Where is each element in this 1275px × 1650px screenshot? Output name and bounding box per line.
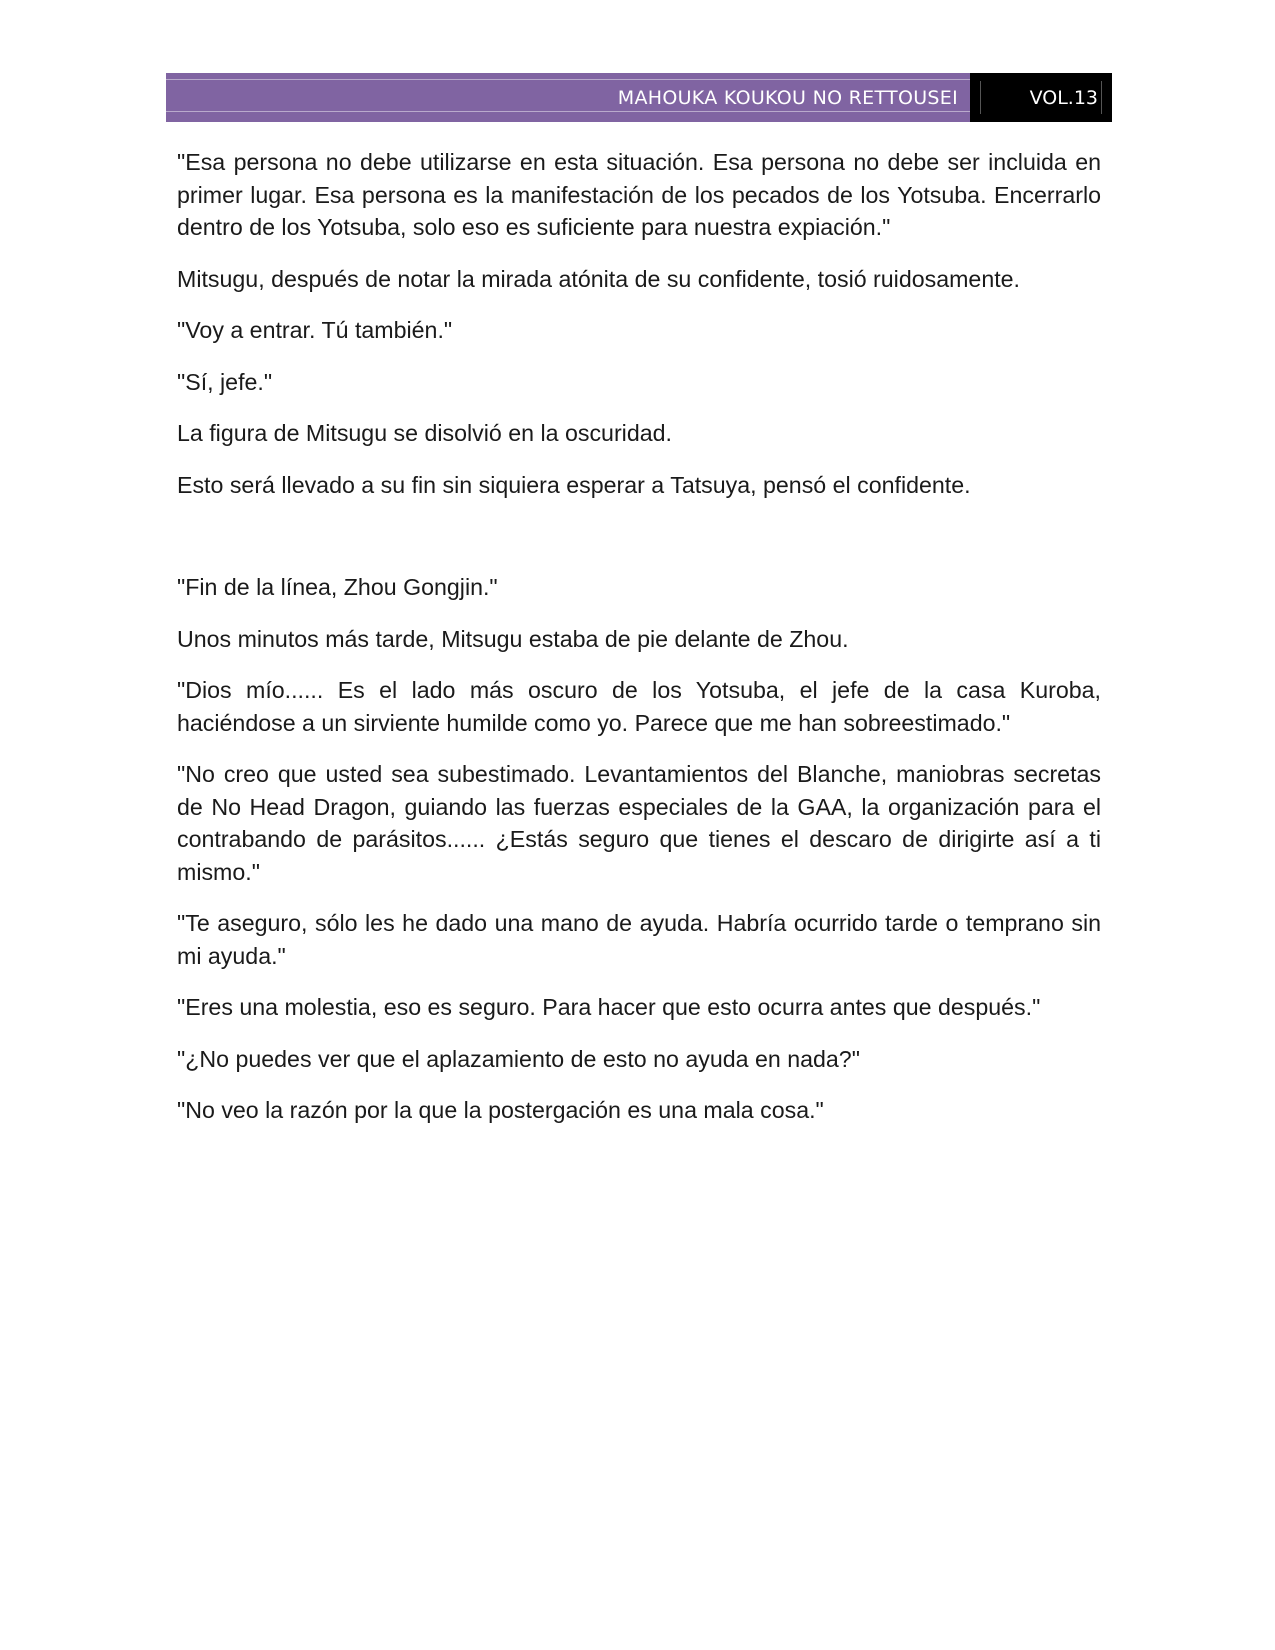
paragraph: Esto será llevado a su fin sin siquiera esperar a Tatsuya, pensó el confidente. [177, 471, 971, 498]
paragraph: "Voy a entrar. Tú también." [177, 317, 453, 343]
page-header [166, 73, 1112, 122]
paragraph: "Dios mío...... Es el lado más oscuro de los Yotsuba, el jefe de la casa Kuroba, haciéndose a un sirviente humilde como yo. Parece que me han sobreestimado." [177, 677, 1101, 736]
paragraph: Mitsugu, después de notar la mirada atónita de su confidente, tosió ruidosamente. [177, 265, 1020, 292]
volume-label: VOL.13 [970, 73, 1112, 122]
paragraph: "Esa persona no debe utilizarse en esta situación. Esa persona no debe ser incluida en primer lugar. Esa persona es la manifestación de los pecados de los Yotsuba. Encerrarlo dentro de los Yotsuba, solo eso es suficiente para nuestra expiación." [177, 149, 1101, 240]
book-title: MAHOUKA KOUKOU NO RETTOUSEI [166, 73, 970, 122]
page-body [177, 146, 1101, 1146]
paragraph: La figura de Mitsugu se disolvió en la oscuridad. [177, 420, 672, 446]
paragraph: "Te aseguro, sólo les he dado una mano de ayuda. Habría ocurrido tarde o temprano sin mi ayuda." [177, 910, 1101, 969]
paragraph: "Fin de la línea, Zhou Gongjin." [177, 574, 498, 600]
paragraph: "No creo que usted sea subestimado. Levantamientos del Blanche, maniobras secretas de No Head Dragon, guiando las fuerzas especiales de la GAA, la organización para el contrabando de parásitos...... ¿Estás seguro que tienes el descaro de dirigirte así a ti mismo." [177, 761, 1101, 885]
paragraph: "Sí, jefe." [177, 368, 273, 395]
paragraph: Unos minutos más tarde, Mitsugu estaba de pie delante de Zhou. [177, 625, 849, 652]
paragraph: "Eres una molestia, eso es seguro. Para hacer que esto ocurra antes que después." [177, 994, 1041, 1020]
paragraph: "No veo la razón por la que la postergación es una mala cosa." [177, 1097, 824, 1123]
paragraph: "¿No puedes ver que el aplazamiento de esto no ayuda en nada?" [177, 1045, 860, 1072]
